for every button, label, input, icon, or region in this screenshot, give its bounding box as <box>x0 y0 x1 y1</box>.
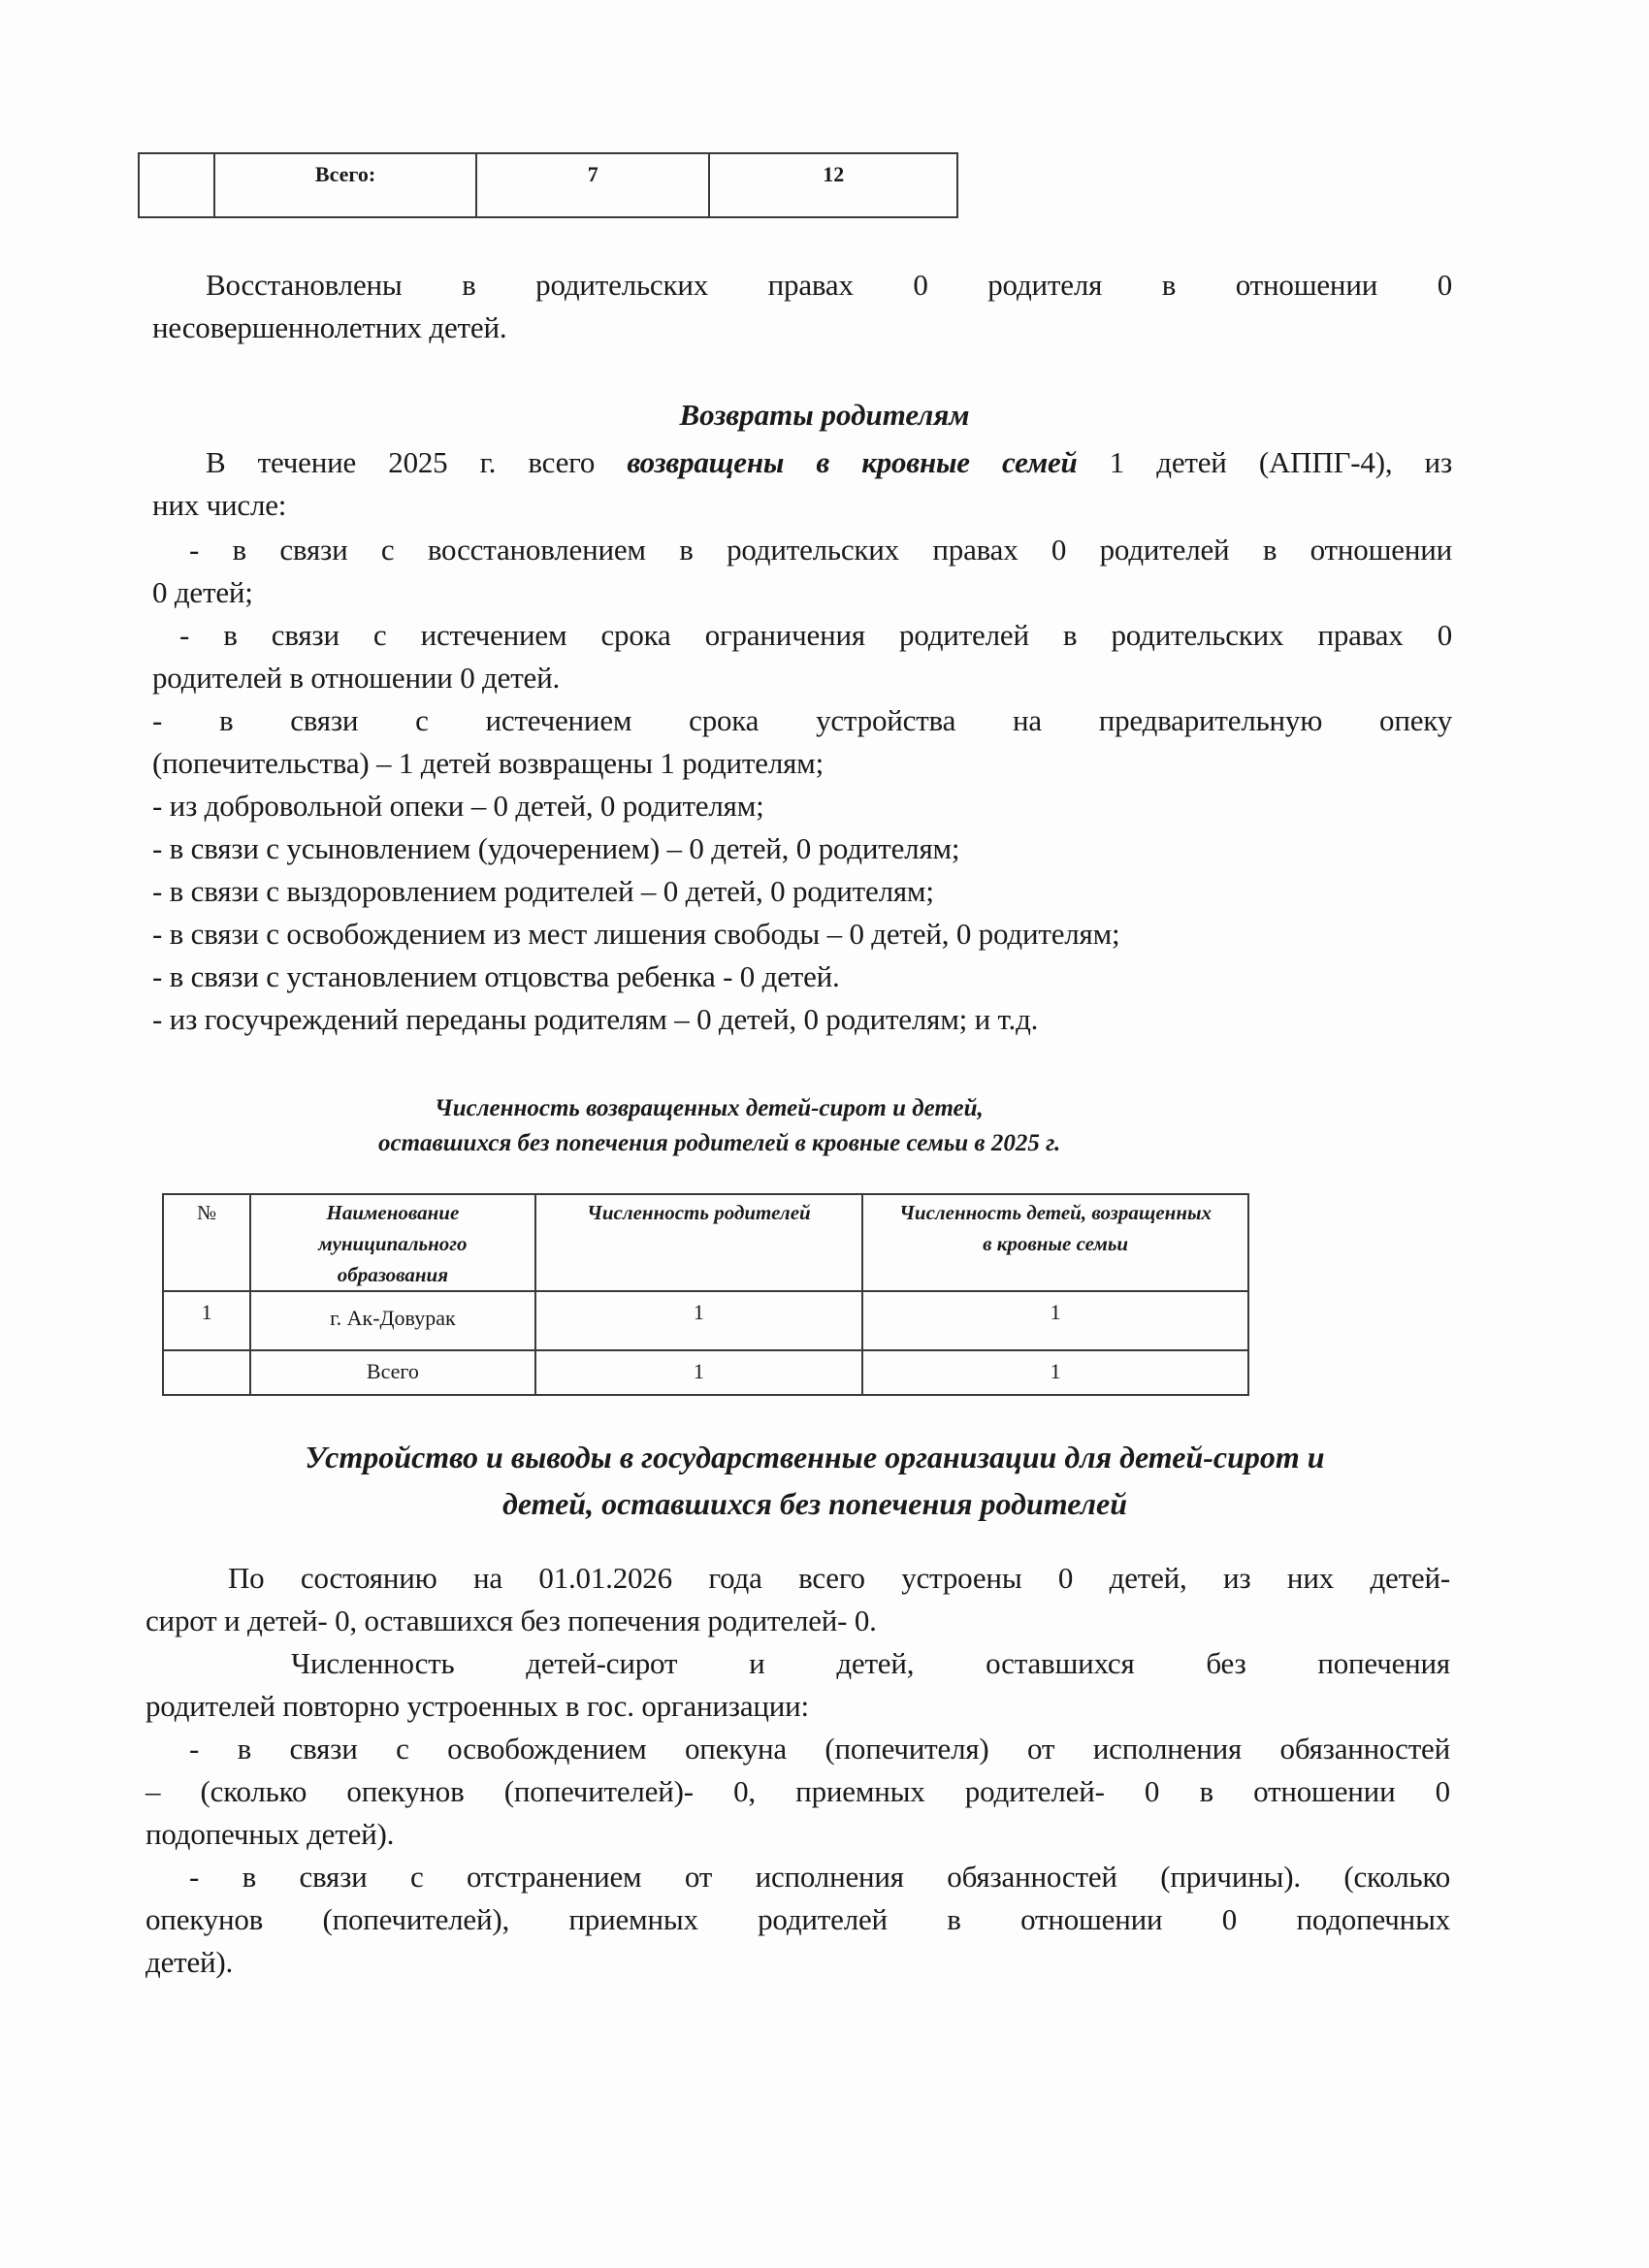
p3-line-1: - в связи с освобождением опекуна (попечителя) от исполнения обязанностей <box>189 1732 1450 1766</box>
table-row-total <box>139 153 957 217</box>
returns-list <box>152 529 1452 1041</box>
header-children-count: Численность детей, возращенных в кровные семьи <box>862 1194 1248 1291</box>
caption-line-2: оставшихся без попечения родителей в кровные семьи в 2025 г. <box>378 1130 1061 1156</box>
p1-line-2: сирот и детей- 0, оставшихся без попечения родителей- 0. <box>146 1604 877 1637</box>
header-number: № <box>163 1194 250 1291</box>
returns-heading: Возвраты родителям <box>679 398 970 432</box>
list-item-3-line-1: - в связи с истечением срока устройства на предварительную опеку <box>152 703 1452 737</box>
header-parents-count: Численность родителей <box>535 1194 863 1291</box>
header-municipality: Наименование муниципального образования <box>250 1194 534 1291</box>
totals-table <box>138 152 958 218</box>
list-item-5: - в связи с усыновлением (удочерением) – 0 детей, 0 родителям; <box>152 831 960 865</box>
list-item-4: - из добровольной опеки – 0 детей, 0 родителям; <box>152 789 764 823</box>
placement-paragraphs <box>146 1557 1450 1984</box>
list-item-7: - в связи с освобождением из мест лишения свободы – 0 детей, 0 родителям; <box>152 917 1120 951</box>
returns-intro-line-1 <box>152 441 1452 484</box>
returns-intro <box>152 441 1452 527</box>
caption-line-1: Численность возвращенных детей-сирот и детей, <box>435 1095 984 1121</box>
table-row <box>163 1291 1248 1350</box>
restored-line-2: несовершеннолетних детей. <box>152 310 507 344</box>
p3-line-3: подопечных детей). <box>146 1817 395 1851</box>
returns-intro-line-2: них числе: <box>152 488 287 522</box>
list-item-9: - из госучреждений переданы родителям – 0 детей, 0 родителям; и т.д. <box>152 1002 1039 1036</box>
list-item-1-line-1: - в связи с восстановлением в родительских правах 0 родителей в отношении <box>189 533 1452 567</box>
restored-line-1: Восстановлены в родительских правах 0 родителя в отношении 0 <box>206 268 1452 302</box>
table-header-row <box>163 1194 1248 1291</box>
cell-total-label: Всего <box>250 1350 534 1395</box>
cell-parents: 1 <box>535 1291 863 1350</box>
restored-rights-paragraph <box>152 264 1452 349</box>
list-item-6: - в связи с выздоровлением родителей – 0 детей, 0 родителям; <box>152 874 934 908</box>
list-item-2-line-1: - в связи с истечением срока ограничения родителей в родительских правах 0 <box>179 618 1452 652</box>
list-item-3-line-2: (попечительства) – 1 детей возвращены 1 родителям; <box>152 746 824 780</box>
placement-heading-line-1: Устройство и выводы в государственные организации для детей-сирот и <box>305 1440 1325 1474</box>
intro-prefix: В течение 2025 г. всего <box>206 445 628 479</box>
intro-suffix: 1 детей (АППГ-4), из <box>1077 445 1452 479</box>
cell-num <box>139 153 214 217</box>
list-item-1-line-2: 0 детей; <box>152 575 253 609</box>
list-item-8: - в связи с установлением отцовства ребенка - 0 детей. <box>152 959 840 993</box>
cell-municipality: г. Ак-Довурак <box>250 1291 534 1350</box>
p2-line-2: родителей повторно устроенных в гос. организации: <box>146 1689 809 1723</box>
p4-line-3: детей). <box>146 1945 234 1979</box>
cell-total-label: Всего: <box>214 153 476 217</box>
p3-line-2: – (сколько опекунов (попечителей)- 0, приемных родителей- 0 в отношении 0 <box>146 1774 1450 1808</box>
cell-children-total: 1 <box>862 1350 1248 1395</box>
cell-children: 1 <box>862 1291 1248 1350</box>
cell-num: 1 <box>163 1291 250 1350</box>
cell-num <box>163 1350 250 1395</box>
p1-line-1: По состоянию на 01.01.2026 года всего устроены 0 детей, из них детей- <box>228 1561 1450 1595</box>
cell-total-value-2: 12 <box>709 153 957 217</box>
p4-line-1: - в связи с отстранением от исполнения обязанностей (причины). (сколько <box>189 1860 1450 1894</box>
placement-heading-line-2: детей, оставшихся без попечения родителей <box>501 1486 1128 1521</box>
cell-total-value-1: 7 <box>476 153 710 217</box>
intro-emphasis: возвращены в кровные семей <box>627 445 1078 479</box>
placement-heading <box>146 1434 1484 1527</box>
returns-table-caption <box>378 1091 1232 1161</box>
returns-table <box>162 1193 1249 1396</box>
p2-line-1: Численность детей-сирот и детей, оставшихся без попечения <box>291 1646 1450 1680</box>
cell-parents-total: 1 <box>535 1350 863 1395</box>
table-row-total <box>163 1350 1248 1395</box>
p4-line-2: опекунов (попечителей), приемных родителей в отношении 0 подопечных <box>146 1902 1450 1936</box>
list-item-2-line-2: родителей в отношении 0 детей. <box>152 661 561 695</box>
